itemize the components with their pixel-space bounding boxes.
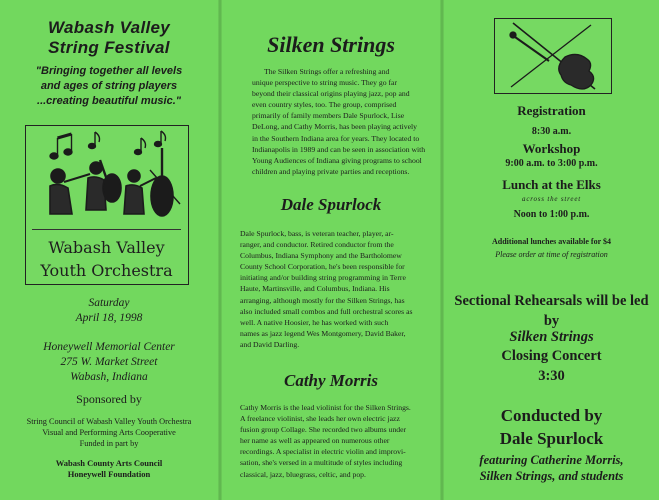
orchestra-logo xyxy=(25,125,189,285)
paragraph-line: Cathy Morris is the lead violinist for the Silken Strings. xyxy=(240,403,411,412)
paragraph-line: Dale Spurlock, bass, is veteran teacher, player, ar- xyxy=(240,229,394,238)
featuring-line1: featuring Catherine Morris, xyxy=(479,453,624,467)
paragraph-line: names as jazz legend Wes Montgomery, David Baker, xyxy=(240,328,406,338)
silken-strings-heading: Silken Strings xyxy=(267,32,395,57)
paragraph-line: DeLong, and Cathy Morris, has been playing actively xyxy=(252,122,418,132)
paragraph-line: well. A native Hoosier, he has worked with such xyxy=(240,317,389,327)
cathy-morris-heading: Cathy Morris xyxy=(284,371,378,390)
funders xyxy=(0,458,218,480)
venue-address xyxy=(0,340,218,385)
lunch-note: across the street xyxy=(522,195,581,203)
silken-strings-intro xyxy=(240,66,430,177)
sponsor-line: String Council of Wabash Valley Youth Orchestra xyxy=(26,417,192,426)
paragraph-line: arranging, although mostly for the Silken Strings, has xyxy=(240,295,405,305)
workshop-label: Workshop xyxy=(522,141,581,156)
paragraph-line: beyond their classical origins playing jazz, pop and xyxy=(252,89,410,99)
lunch-time: Noon to 1:00 p.m. xyxy=(513,209,590,220)
registration-time: 8:30 a.m. xyxy=(531,126,572,137)
event-date-text: April 18, 1998 xyxy=(75,312,143,324)
concert-label: Closing Concert xyxy=(501,348,602,364)
paragraph-line: Indianapolis in 1989 and can be seen in association with xyxy=(252,144,426,154)
funder-line: Honeywell Foundation xyxy=(67,469,151,479)
sponsor-line: Visual and Performing Arts Cooperative xyxy=(42,428,176,437)
paragraph-line: sation, she's versed in a multitude of styles including xyxy=(240,458,403,468)
logo-divider xyxy=(32,229,181,230)
venue-name: Honeywell Memorial Center xyxy=(43,341,175,353)
paragraph-line: children and playing private parties and receptions. xyxy=(252,166,410,176)
paragraph-line: recordings. A specialist in electric violin and improvi- xyxy=(240,447,406,457)
logo-text-line1: Wabash Valley xyxy=(48,238,165,257)
paragraph-line: The Silken Strings offer a refreshing and xyxy=(264,67,390,76)
bios-panel xyxy=(222,0,440,500)
paragraph-line: in the Southern Indiana area for years. They located to xyxy=(252,133,420,143)
workshop-time: 9:00 a.m. to 3:00 p.m. xyxy=(505,158,598,169)
featuring-line2: Silken Strings, and students xyxy=(479,469,624,483)
paragraph-line: Haute, Martinsville, and Columbus, Indiana. His xyxy=(240,284,390,294)
dale-spurlock-bio xyxy=(240,228,430,350)
sectional-line1: Sectional Rehearsals will be led xyxy=(454,293,649,309)
paragraph-line: ranger, and conductor. Retired conductor from the xyxy=(240,240,394,250)
paragraph-line: County School Corporation, he's been responsible for xyxy=(240,262,405,272)
lunch-order-note: Please order at time of registration xyxy=(495,250,608,259)
funder-line: Wabash County Arts Council xyxy=(55,458,163,468)
paragraph-line: A freelance violinist, she leads her own electric jazz xyxy=(240,414,400,424)
cathy-morris-bio xyxy=(240,402,430,480)
dale-spurlock-heading: Dale Spurlock xyxy=(280,195,382,214)
paragraph-line: her name as well as appeared on numerous other xyxy=(240,436,390,446)
violin-illustration xyxy=(494,18,612,94)
festival-title-line: Wabash Valley xyxy=(47,18,170,37)
sectional-group: Silken Strings xyxy=(509,329,594,345)
registration-label: Registration xyxy=(517,103,586,118)
festival-title-line: String Festival xyxy=(48,38,170,57)
sectional-line2: by xyxy=(543,313,560,329)
venue-street: 275 W. Market Street xyxy=(60,356,158,368)
tagline-line: and ages of string players xyxy=(40,80,178,92)
paragraph-line: primarily of family members Dale Spurlock, Lise xyxy=(252,111,405,121)
violin-icon xyxy=(495,19,611,93)
concert-time: 3:30 xyxy=(538,368,565,384)
sponsored-heading: Sponsored by xyxy=(76,392,142,406)
cover-panel xyxy=(0,0,218,500)
festival-title xyxy=(0,18,218,58)
conductor-name: Dale Spurlock xyxy=(499,429,604,448)
event-day: Saturday xyxy=(88,297,130,309)
paragraph-line: even country styles, too. The group, comprised xyxy=(252,100,397,110)
event-date xyxy=(0,296,218,326)
paragraph-line: classical, jazz, bluegrass, celtic, and pop. xyxy=(240,469,366,479)
paragraph-line: Young Audiences of Indiana giving programs to school xyxy=(252,155,422,165)
musicians-illustration xyxy=(30,130,184,222)
conducted-label: Conducted by xyxy=(500,406,603,425)
lunch-label: Lunch at the Elks xyxy=(502,177,601,192)
paragraph-line: and David Darling. xyxy=(240,339,300,349)
festival-tagline xyxy=(4,64,214,109)
paragraph-line: Columbus, Indiana Symphony and the Bartholomew xyxy=(240,251,402,261)
paragraph-line: unique perspective to string music. They go far xyxy=(252,78,398,88)
lunch-extra: Additional lunches available for $4 xyxy=(492,237,611,246)
venue-city: Wabash, Indiana xyxy=(70,371,148,383)
paragraph-line: fusion group Collage. She recorded two albums under xyxy=(240,425,407,435)
sponsor-list xyxy=(2,416,216,449)
tagline-line: "Bringing together all levels xyxy=(35,65,183,77)
sponsor-line: Funded in part by xyxy=(79,439,139,448)
paragraph-line: also included small combos and full orchestral scores as xyxy=(240,306,413,316)
schedule-panel xyxy=(444,0,659,500)
logo-text-line2: Youth Orchestra xyxy=(40,261,173,280)
tagline-line: ...creating beautiful music." xyxy=(37,95,181,107)
paragraph-line: initiating and/or building string programming in Terre xyxy=(240,273,406,283)
